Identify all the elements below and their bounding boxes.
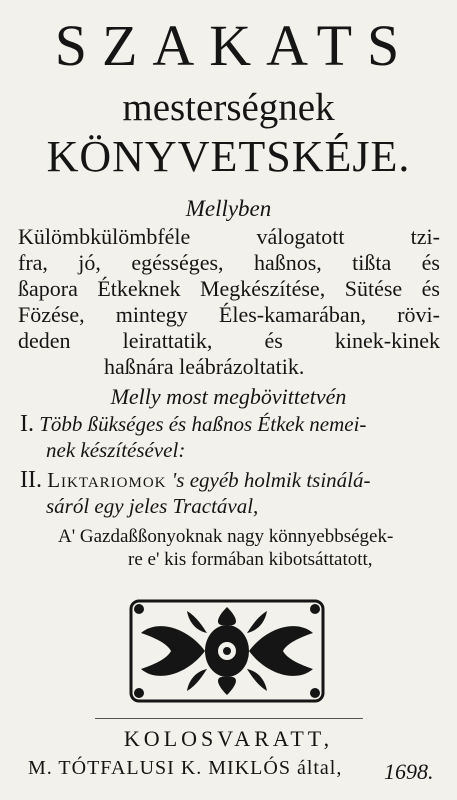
- item-1-number: I.: [20, 411, 34, 437]
- body-line-3: ßapora Étkeknek Megkészítése, Sütése és: [18, 276, 440, 301]
- item-3-continuation: re e' kis formában kibotsáttatott,: [128, 549, 373, 570]
- book-title-subtitle: mesterségnek: [122, 86, 335, 129]
- ornament-icon: [127, 597, 327, 705]
- imprint-place: KOLOSVARATT,: [123, 726, 334, 751]
- item-2: [20, 468, 440, 492]
- body-line-5: deden leirattatik, és kinek-kinek: [18, 328, 440, 353]
- item-2-number: II.: [20, 467, 42, 493]
- imprint-printer: M. TÓTFALUSI K. MIKLÓS által,: [28, 757, 343, 779]
- body-line-1: Külömbkülömbféle válogatott tzi-: [18, 224, 440, 249]
- item-2-continuation: [20, 494, 457, 518]
- item-1-continuation: [20, 438, 457, 462]
- melly-line: Melly most megbövittetvén: [110, 384, 347, 409]
- item-1-text: Több ßükséges és haßnos Étkek nemei-: [39, 412, 367, 436]
- item-1: [20, 412, 440, 436]
- body-line-6: haßnára leábrázoltatik.: [104, 354, 305, 379]
- book-title-book: KÖNYVETSKÉJE.: [46, 132, 411, 181]
- item-3: A' Gazdaßßonyoknak nagy könnyebbségek-: [58, 526, 394, 547]
- item-2-smallcaps: Liktariomok: [47, 468, 167, 492]
- item-2-text: 's egyéb holmik tsinálá-: [171, 468, 371, 492]
- item-2-continuation-text: sáról egy jeles Tractával,: [46, 494, 259, 518]
- imprint-year: 1698.: [384, 759, 434, 784]
- book-title-main: SZAKATS: [54, 13, 415, 78]
- body-line-4: Fözése, mintegy Éles-kamarában, rövi-: [18, 302, 440, 327]
- divider: [95, 718, 363, 719]
- body-line-2: fra, jó, egésséges, haßnos, tißta és: [18, 250, 440, 275]
- intro-word: Mellyben: [185, 196, 272, 221]
- item-1-continuation-text: nek készítésével:: [46, 438, 186, 462]
